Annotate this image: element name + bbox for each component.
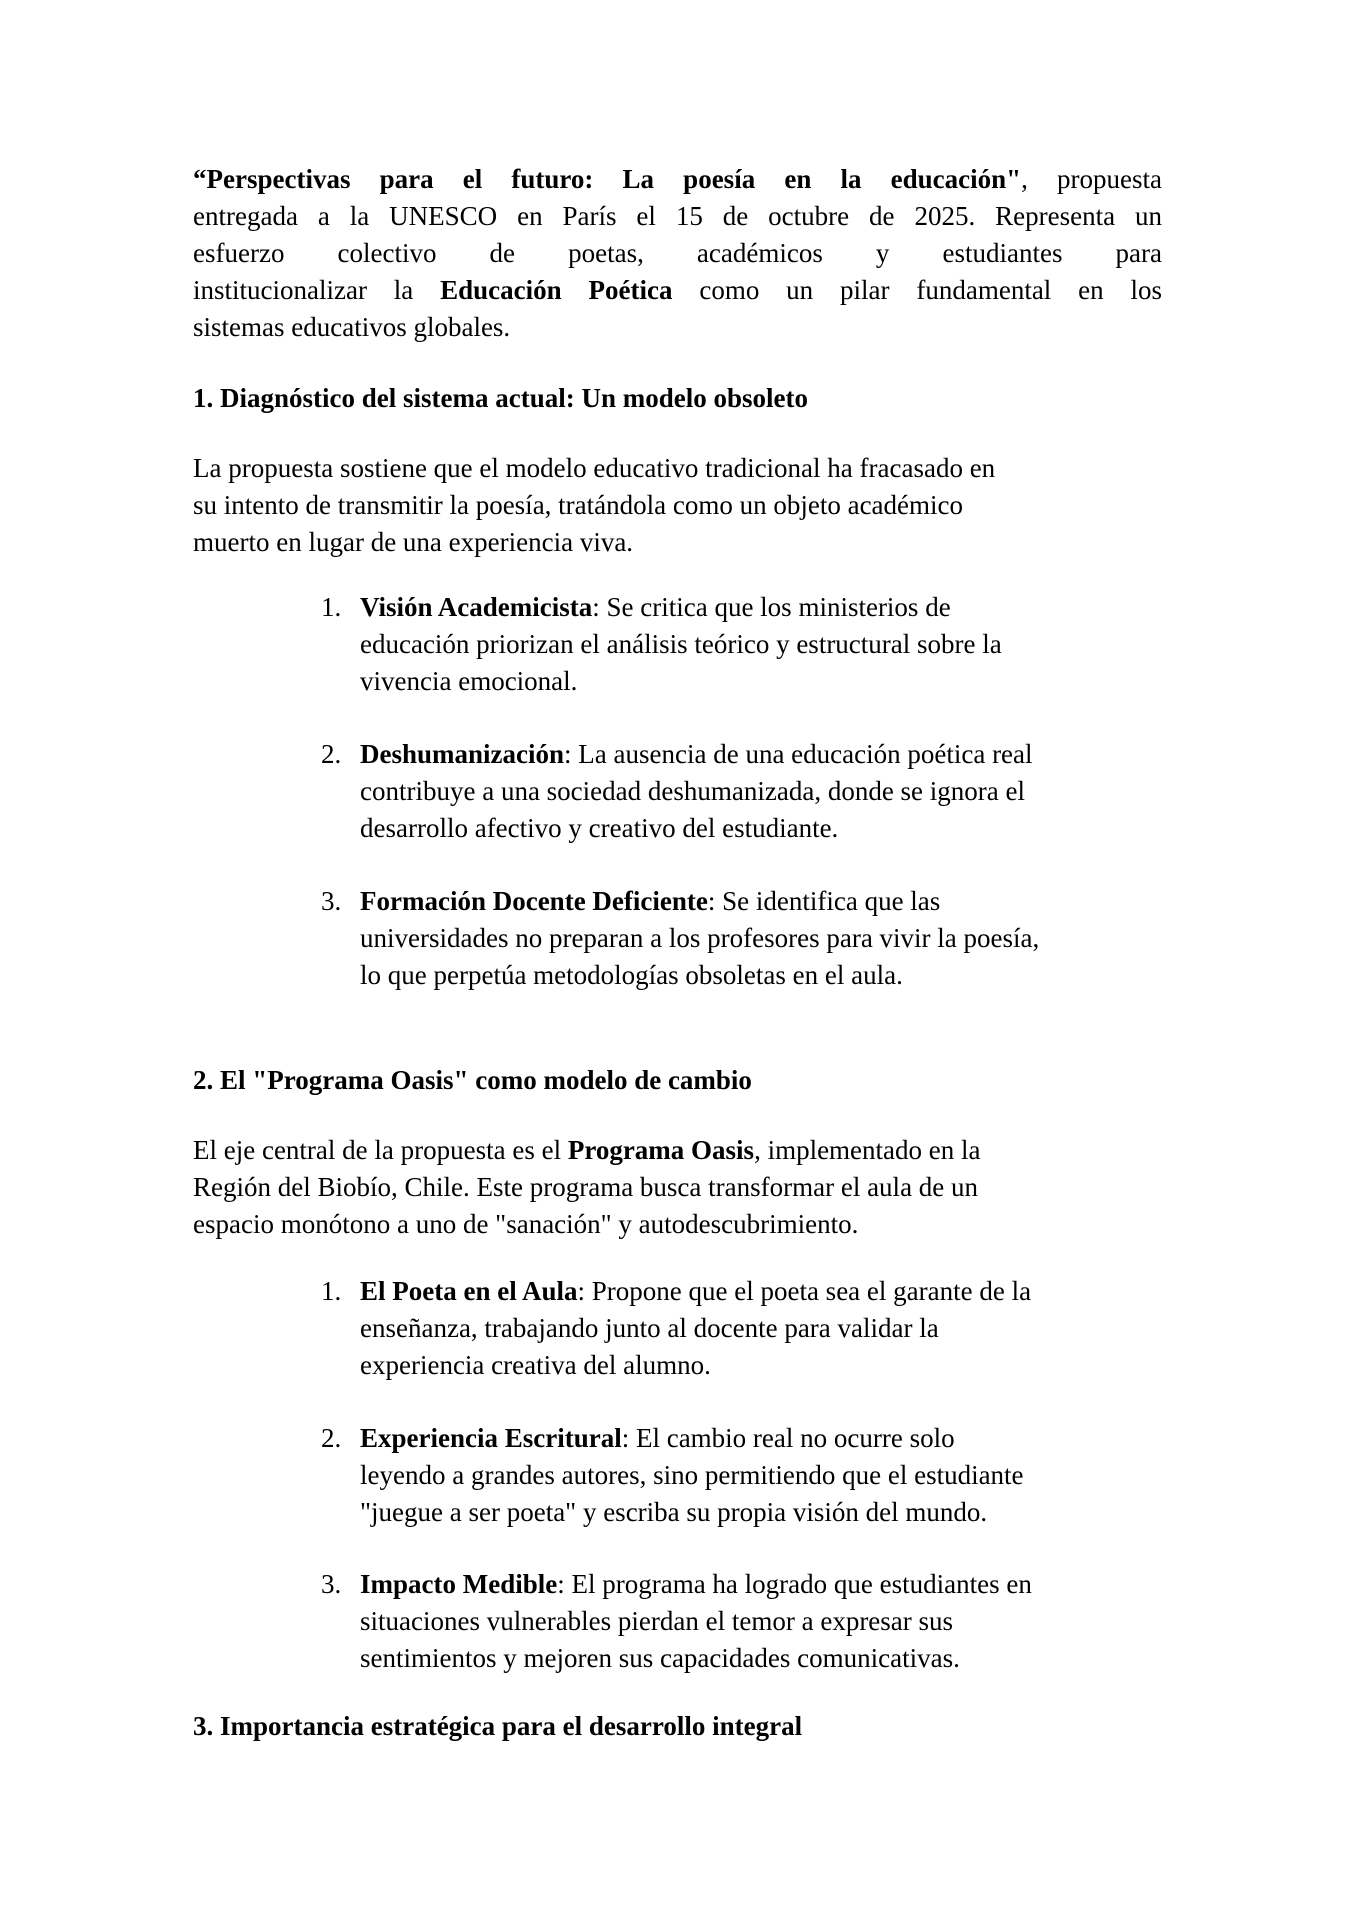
paragraph-line: Región del Biobío, Chile. Este programa busca transformar el aula de un	[193, 1172, 979, 1202]
item-title: El Poeta en el Aula	[360, 1276, 578, 1306]
emphasis: Programa Oasis	[567, 1135, 755, 1165]
paragraph-line: su intento de transmitir la poesía, tratándola como un objeto académico	[193, 490, 964, 520]
item-line	[360, 883, 1190, 920]
item-title: Visión Academicista	[360, 592, 593, 622]
item-line: leyendo a grandes autores, sino permitiendo que el estudiante	[360, 1460, 1024, 1490]
intro-line	[193, 161, 1162, 198]
paragraph-line: muerto en lugar de una experiencia viva.	[193, 527, 634, 557]
list-number: 3.	[321, 1569, 342, 1599]
document-title: “Perspectivas para el futuro: La poesía en la educación"	[193, 164, 1022, 194]
section1-heading: 1. Diagnóstico del sistema actual: Un modelo obsoleto	[193, 383, 808, 413]
item-text: : Se critica que los ministerios de	[592, 592, 951, 622]
paragraph-text: , implementado en la	[754, 1135, 981, 1165]
intro-text: , propuesta	[1021, 164, 1163, 194]
intro-line: sistemas educativos globales.	[193, 312, 511, 342]
item-line	[360, 1566, 1190, 1603]
item-text: : Se identifica que las	[707, 886, 941, 916]
item-text: : El cambio real no ocurre solo	[621, 1423, 955, 1453]
item-line: educación priorizan el análisis teórico y estructural sobre la	[360, 629, 1002, 659]
intro-paragraph	[193, 161, 1162, 346]
item-text: : La ausencia de una educación poética real	[564, 739, 1033, 769]
paragraph-line	[193, 1132, 1162, 1169]
item-title: Experiencia Escritural	[360, 1423, 622, 1453]
item-line: contribuye a una sociedad deshumanizada, donde se ignora el	[360, 776, 1026, 806]
section1-paragraph	[193, 450, 1162, 561]
list-number: 2.	[321, 1423, 342, 1453]
item-line: experiencia creativa del alumno.	[360, 1350, 711, 1380]
intro-text: institucionalizar la	[193, 275, 441, 305]
list-number: 1.	[321, 592, 342, 622]
item-line: enseñanza, trabajando junto al docente para validar la	[360, 1313, 939, 1343]
item-text: : Propone que el poeta sea el garante de la	[577, 1276, 1032, 1306]
section2-paragraph	[193, 1132, 1162, 1243]
item-line: situaciones vulnerables pierdan el temor a expresar sus	[360, 1606, 954, 1636]
intro-line: esfuerzo colectivo de poetas, académicos y estudiantes para	[193, 238, 1162, 268]
item-line: universidades no preparan a los profesores para vivir la poesía,	[360, 923, 1040, 953]
item-line: vivencia emocional.	[360, 666, 578, 696]
item-line	[360, 589, 1190, 626]
intro-line: entregada a la UNESCO en París el 15 de octubre de 2025. Representa un	[193, 201, 1162, 231]
item-line	[360, 1273, 1190, 1310]
list-number: 1.	[321, 1276, 342, 1306]
item-title: Formación Docente Deficiente	[360, 886, 708, 916]
section3-heading: 3. Importancia estratégica para el desarrollo integral	[193, 1711, 803, 1741]
section2-heading: 2. El "Programa Oasis" como modelo de cambio	[193, 1065, 752, 1095]
paragraph-text: El eje central de la propuesta es el	[193, 1135, 568, 1165]
paragraph-line: espacio monótono a uno de "sanación" y autodescubrimiento.	[193, 1209, 859, 1239]
item-line: desarrollo afectivo y creativo del estudiante.	[360, 813, 839, 843]
item-line: "juegue a ser poeta" y escriba su propia visión del mundo.	[360, 1497, 988, 1527]
item-title: Impacto Medible	[360, 1569, 558, 1599]
emphasis: Educación Poética	[440, 275, 673, 305]
item-title: Deshumanización	[360, 739, 565, 769]
item-line	[360, 736, 1190, 773]
item-line: lo que perpetúa metodologías obsoletas en el aula.	[360, 960, 903, 990]
intro-line	[193, 272, 1162, 309]
list-number: 3.	[321, 886, 342, 916]
intro-text: como un pilar fundamental en los	[672, 275, 1163, 305]
item-text: : El programa ha logrado que estudiantes en	[557, 1569, 1032, 1599]
item-line: sentimientos y mejoren sus capacidades comunicativas.	[360, 1643, 960, 1673]
list-number: 2.	[321, 739, 342, 769]
paragraph-line: La propuesta sostiene que el modelo educativo tradicional ha fracasado en	[193, 453, 996, 483]
item-line	[360, 1420, 1190, 1457]
